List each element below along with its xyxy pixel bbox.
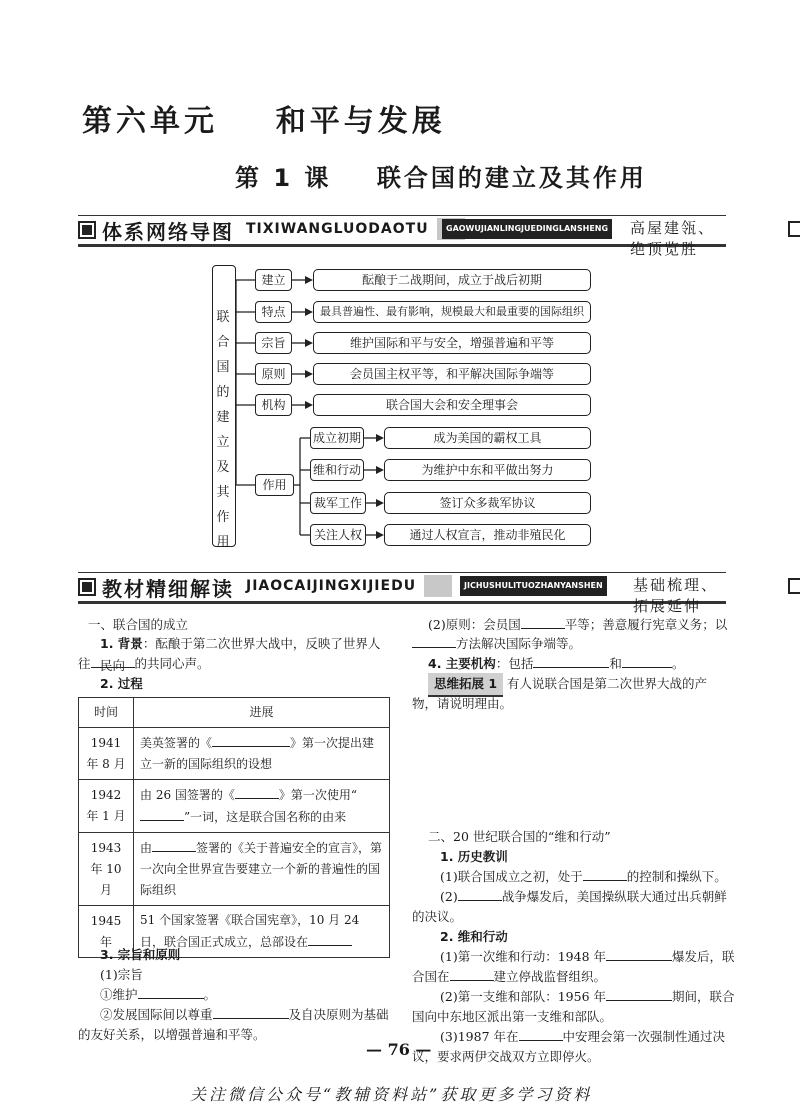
purpose-line-3: 的友好关系，以增强普遍和平等。	[78, 1027, 266, 1042]
branch-desc-features: 最具普遍性、最有影响，规模最大和最重要的国际组织	[313, 301, 591, 323]
banner-tag: GAOWUJIANLINGJUEDINGLANSHENG	[442, 219, 612, 239]
branch-label-purpose: 宗旨	[255, 332, 292, 354]
purpose-line-1: ①维护 。	[100, 984, 216, 1006]
branch-label-establish: 建立	[255, 269, 292, 291]
role-item-label-peacekeeping: 维和行动	[310, 459, 364, 481]
peacekeeping-line-5: (3)1987 年在 中安理会第一次强制性通过决	[440, 1026, 725, 1048]
blank[interactable]	[458, 886, 502, 901]
organs-line: 4. 主要机构：包括 和 。	[428, 653, 684, 675]
mindmap-root-text: 联 合 国 的 建 立 及 其 作 用	[216, 310, 230, 550]
lesson-title: 第 1 课 联合国的建立及其作用	[235, 164, 647, 192]
footer-note: 关注微信公众号“教辅资料站”获取更多学习资料	[190, 1085, 593, 1104]
thinking-line-2: 物，请说明理由。	[412, 696, 513, 711]
branch-label-features: 特点	[255, 301, 292, 323]
blank[interactable]	[235, 784, 279, 799]
blank[interactable]	[91, 653, 135, 668]
branch-label-role: 作用	[255, 474, 294, 496]
blank[interactable]	[140, 806, 184, 821]
blank[interactable]	[152, 837, 196, 852]
blank[interactable]	[533, 653, 609, 668]
peacekeeping-line-1: (1)第一次维和行动：1948 年 爆发后，联	[440, 946, 735, 968]
banner-pinyin: JIAOCAIJINGXIJIEDU	[238, 575, 452, 597]
row-year: 1941 年 8 月	[79, 728, 134, 780]
history-line-2: (2) 战争爆发后，美国操纵联大通过出兵朝鲜	[440, 886, 727, 908]
table-row	[79, 780, 390, 833]
section-heading-1: 一、联合国的成立	[88, 617, 189, 632]
role-item-desc-disarmament: 签订众多裁军协议	[384, 492, 591, 514]
history-line-3: 的决议。	[412, 909, 463, 924]
unit-title: 第六单元 和平与发展	[82, 104, 446, 139]
branch-label-principles: 原则	[255, 363, 292, 385]
branch-desc-organs: 联合国大会和安全理事会	[313, 394, 591, 416]
banner-title: 体系网络导图	[102, 220, 234, 244]
banner-tag: JICHUSHULITUOZHANYANSHEN	[460, 576, 607, 596]
purpose-heading: 3. 宗旨和原则	[100, 947, 181, 962]
role-item-label-early: 成立初期	[310, 427, 364, 449]
process-table	[78, 697, 390, 958]
history-line-1: (1)联合国成立之初，处于 的控制和操纵下。	[440, 866, 727, 888]
branch-desc-principles: 会员国主权平等，和平解决国际争端等	[313, 363, 591, 385]
history-heading: 1. 历史教训	[440, 849, 508, 864]
page-number: — 76 —	[366, 1040, 432, 1059]
blank[interactable]	[213, 1004, 289, 1019]
blank[interactable]	[606, 986, 672, 1001]
blank[interactable]	[450, 966, 494, 981]
blank[interactable]	[519, 1026, 563, 1041]
banner-title: 教材精细解读	[102, 577, 234, 601]
role-item-label-disarmament: 裁军工作	[310, 492, 366, 514]
principle-line-1: (2)原则：会员国 平等；善意履行宪章义务；以	[428, 614, 727, 636]
row-year: 1945 年	[79, 906, 134, 958]
peacekeeping-line-2: 合国在 建立停战监督组织。	[412, 966, 606, 988]
section-heading-2: 二、20 世纪联合国的“维和行动”	[428, 829, 611, 844]
row-progress: 51 个国家签署《联合国宪章》，10 月 24 日，联合国正式成立，总部设在	[134, 906, 390, 958]
section-banner-analysis	[78, 572, 726, 615]
peacekeeping-heading: 2. 维和行动	[440, 929, 508, 944]
banner-pinyin: TIXIWANGLUODAOTU	[238, 218, 465, 240]
row-progress: 由 26 国签署的《 》第一次使用“”一词，这是联合国名称的由来	[134, 780, 390, 833]
branch-label-organs: 机构	[255, 394, 292, 416]
header-progress: 进展	[134, 698, 390, 728]
header-time: 时间	[79, 698, 134, 728]
banner-slogan: 基础梳理、拓展延伸	[633, 576, 719, 615]
thinking-line-1: 思维拓展 1 有人说联合国是第二次世界大战的产	[428, 673, 707, 697]
row-progress: 由 签署的《关于普遍安全的宣言》，第一次向全世界宣告要建立一个新的普遍性的国际组织	[134, 833, 390, 906]
row-progress: 美英签署的《 》第一次提出建立一新的国际组织的设想	[134, 728, 390, 780]
blank[interactable]	[138, 984, 204, 999]
thinking-tag: 思维拓展 1	[428, 673, 503, 697]
peacekeeping-line-3: (2)第一支维和部队：1956 年 期间，联合	[440, 986, 735, 1008]
blank[interactable]	[212, 732, 290, 747]
purpose-sub: (1)宗旨	[100, 967, 143, 982]
background-line-1: 1. 背景：酝酿于第二次世界大战中，反映了世界人民向	[100, 636, 381, 673]
peacekeeping-line-6: 议，要求两伊交战双方立即停火。	[412, 1049, 600, 1064]
banner-slogan: 高屋建瓴、绝顶览胜	[630, 219, 716, 258]
blank[interactable]	[412, 633, 456, 648]
role-item-desc-early: 成为美国的霸权工具	[384, 427, 591, 449]
table-row	[79, 833, 390, 906]
table-header	[79, 698, 390, 728]
blank[interactable]	[622, 653, 672, 668]
blank[interactable]	[308, 931, 352, 946]
branch-desc-purpose: 维护国际和平与安全，增强普遍和平等	[313, 332, 591, 354]
peacekeeping-line-4: 国向中东地区派出第一支维和部队。	[412, 1009, 613, 1024]
banner-end-square-icon	[788, 578, 800, 594]
principle-line-2: 方法解决国际争端等。	[412, 633, 581, 655]
table-row	[79, 728, 390, 780]
role-item-desc-human-rights: 通过人权宣言，推动非殖民化	[384, 524, 591, 546]
branch-desc-establish: 酝酿于二战期间，成立于战后初期	[313, 269, 591, 291]
role-item-label-human-rights: 关注人权	[310, 524, 366, 546]
row-year: 1943 年 10 月	[79, 833, 134, 906]
background-line-2: 往 的共同心声。	[78, 653, 210, 675]
blank[interactable]	[583, 866, 627, 881]
purpose-line-2: ②发展国际间以尊重 及自决原则为基础	[100, 1004, 389, 1026]
process-heading: 2. 过程	[100, 676, 143, 691]
blank[interactable]	[521, 614, 565, 629]
blank[interactable]	[606, 946, 672, 961]
role-item-desc-peacekeeping: 为维护中东和平做出努力	[384, 459, 591, 481]
row-year: 1942 年 1 月	[79, 780, 134, 833]
